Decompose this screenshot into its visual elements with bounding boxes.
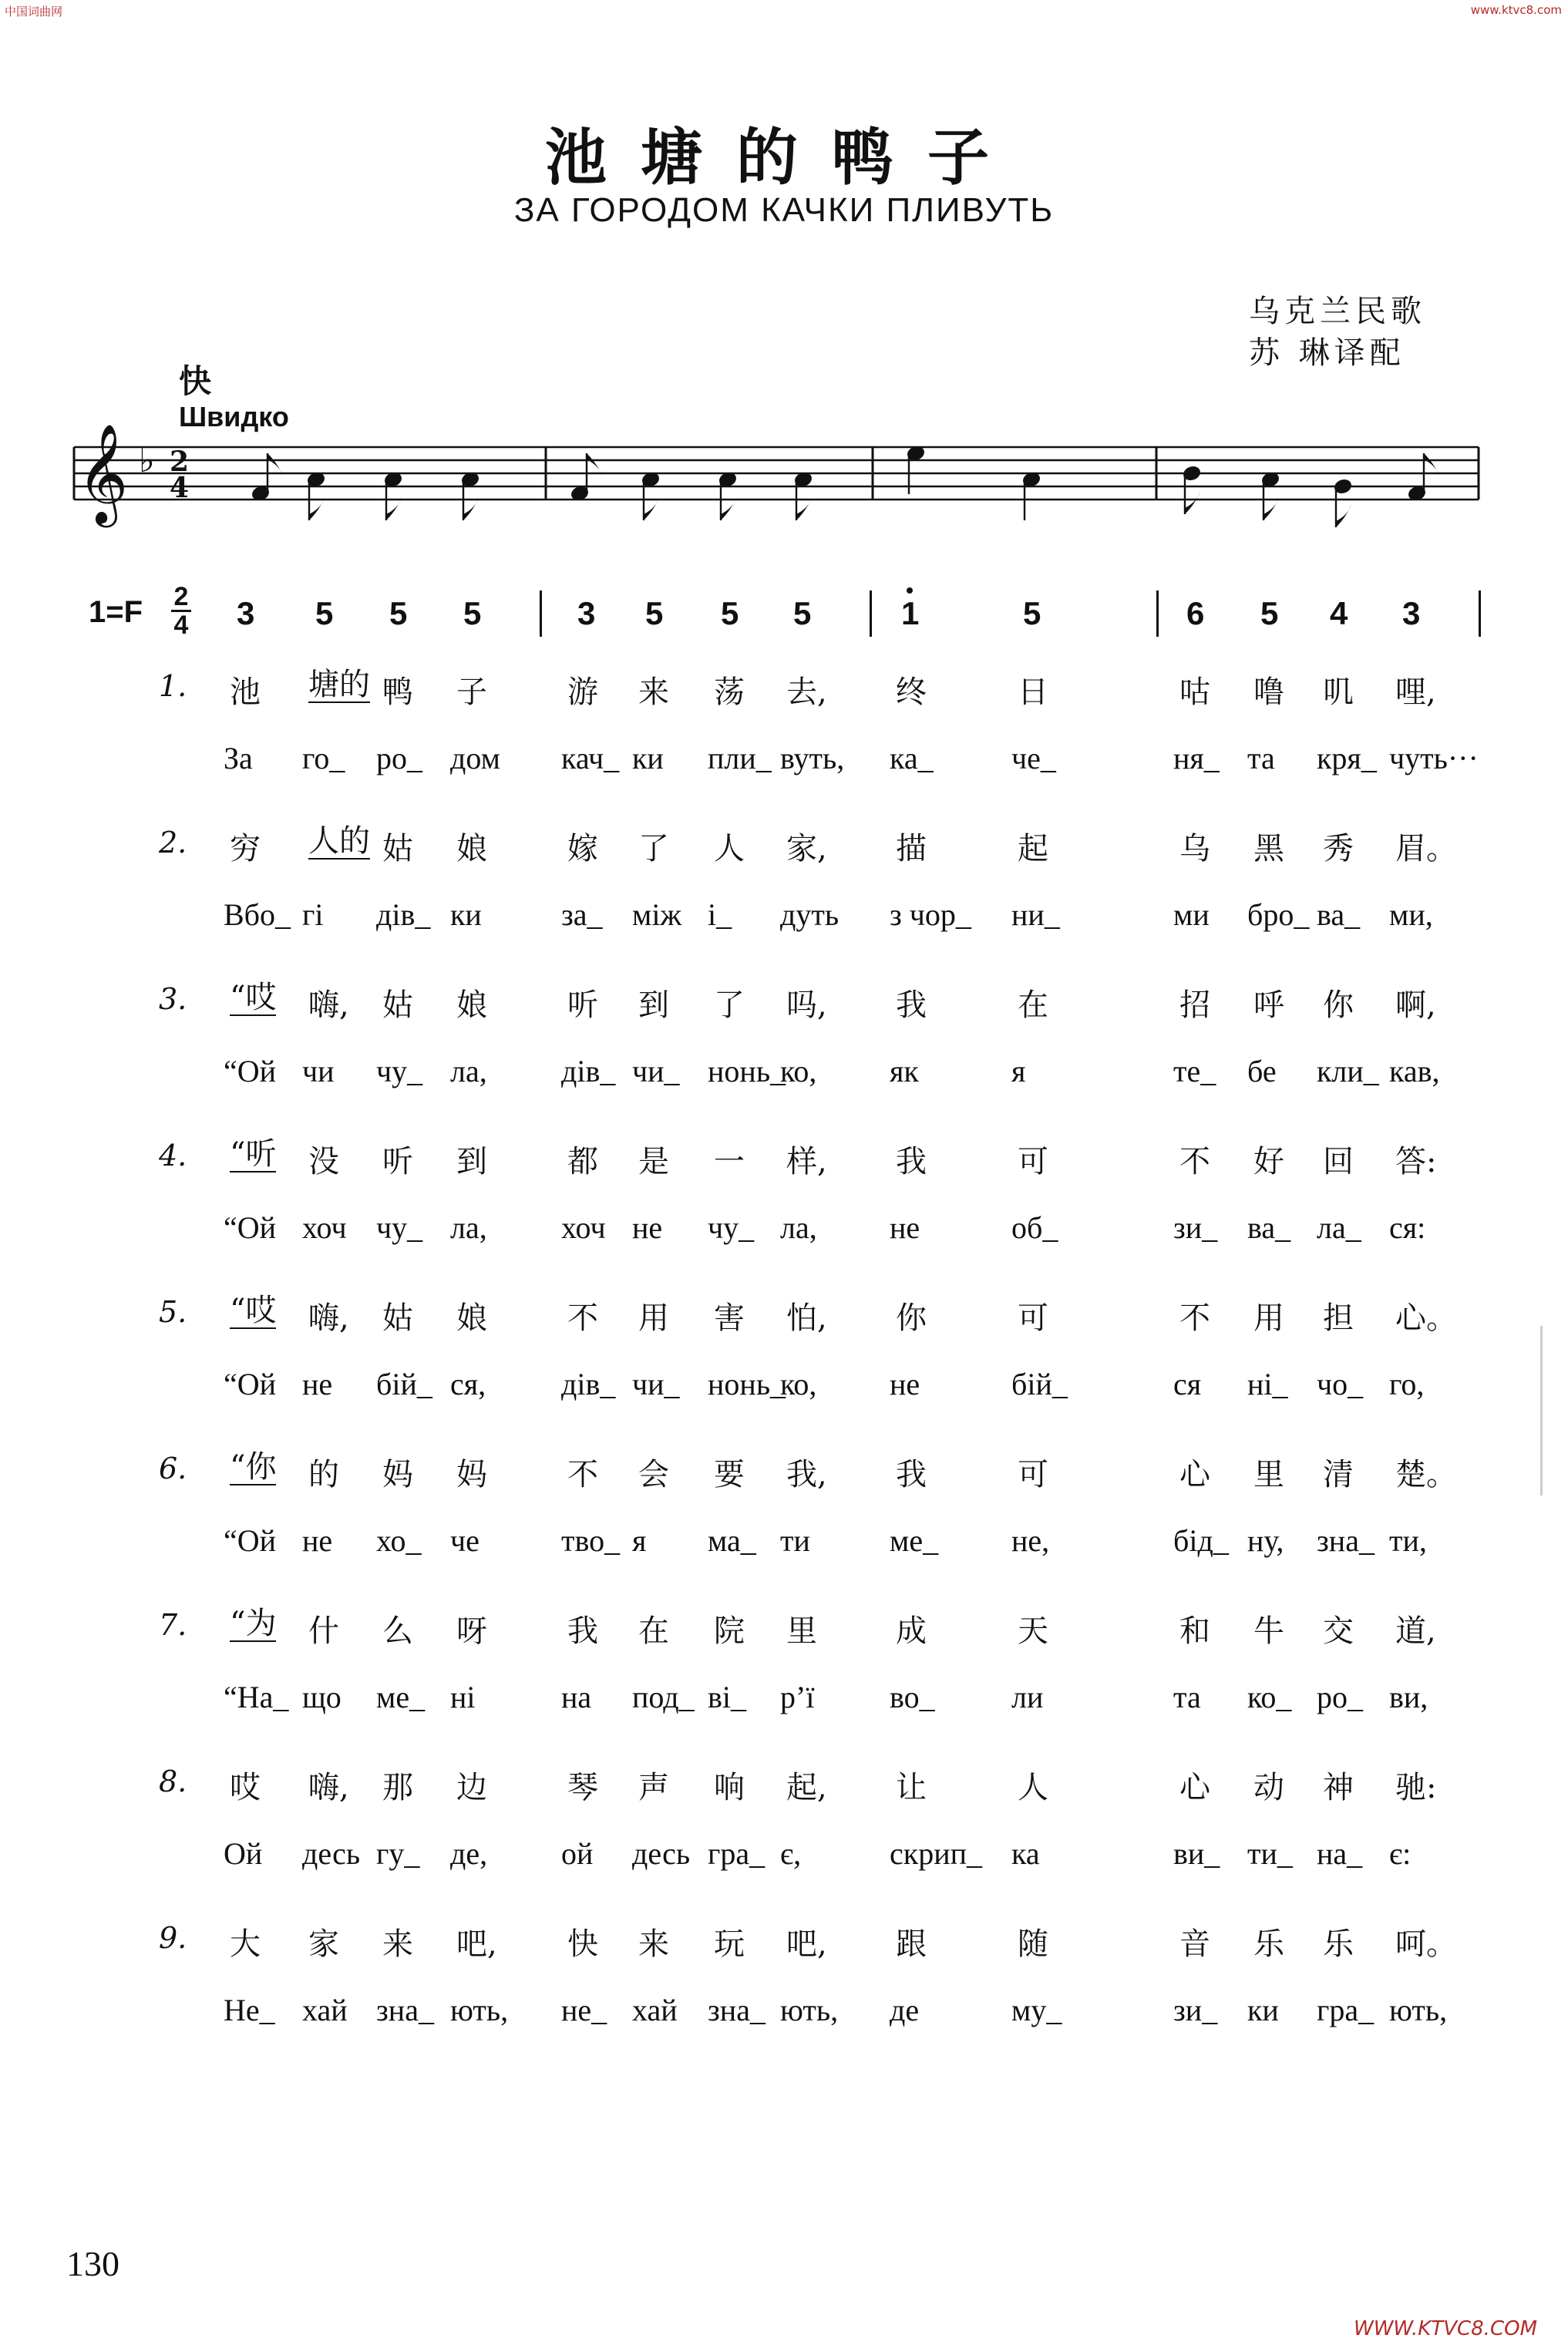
lyric-cn: 不 (1179, 1300, 1210, 1336)
song-subtitle: ЗА ГОРОДОМ КАЧКИ ПЛИВУТЬ (513, 191, 1055, 229)
lyric-cn: 娘 (456, 831, 487, 866)
lyric-ru: ві_ (708, 1680, 746, 1714)
lyric-cn: 人 (714, 831, 745, 866)
verse-number: 3. (159, 982, 187, 1016)
lyric-cn: 你 (1323, 987, 1354, 1023)
lyric-cn: 在 (638, 1613, 669, 1649)
lyric-ru: гра_ (708, 1836, 765, 1871)
lyric-cn: 吗, (786, 987, 827, 1023)
lyric-cn: 了 (714, 987, 745, 1023)
lyric-cn: 心 (1179, 1457, 1210, 1492)
lyric-cn: “为 (230, 1606, 277, 1641)
lyric-cn: 楚。 (1395, 1457, 1457, 1492)
lyric-cn: 回 (1323, 1144, 1354, 1179)
lyric-cn: 随 (1018, 1926, 1048, 1962)
lyric-cn: 来 (638, 1926, 669, 1962)
lyric-cn: 子 (456, 675, 487, 710)
lyric-ru: хай (302, 1993, 348, 2027)
lyric-cn: 鸭 (382, 675, 413, 710)
scan-edge (1540, 1326, 1543, 1495)
lyric-cn: 了 (638, 831, 669, 866)
lyric-ru: че (450, 1523, 479, 1558)
lyric-cn: 黑 (1253, 831, 1284, 866)
lyric-ru: гра_ (1317, 1993, 1375, 2027)
lyric-ru: не (302, 1523, 333, 1558)
lyric-ru: Вбо_ (224, 897, 291, 932)
jianpu-digit: 6 (1186, 595, 1205, 631)
lyric-cn: 姑 (382, 987, 413, 1023)
lyric-cn: 心。 (1395, 1300, 1457, 1336)
song-title: 池塘的鸭子 (545, 121, 1023, 193)
lyric-ru: є, (780, 1836, 802, 1871)
lyric-ru: “Ой (224, 1523, 277, 1558)
lyric-cn: 姑 (382, 1300, 413, 1336)
lyric-cn: 不 (1179, 1144, 1210, 1179)
jianpu-digit: 5 (389, 595, 408, 631)
lyric-cn: 那 (382, 1770, 413, 1805)
lyric-cn: 家 (308, 1926, 339, 1962)
lyric-ru: нонь_ (708, 1054, 786, 1088)
lyric-cn: 什 (308, 1613, 339, 1649)
lyric-cn: 答: (1395, 1144, 1437, 1179)
jianpu-digit: 5 (463, 595, 482, 631)
lyric-cn: 是 (638, 1144, 669, 1179)
lyric-cn: 声 (638, 1770, 669, 1805)
high-octave-dot (907, 587, 913, 594)
lyric-cn: 呀 (456, 1613, 487, 1649)
lyric-ru: ся: (1389, 1210, 1426, 1245)
lyric-ru: кач_ (561, 741, 620, 775)
lyric-ru: і_ (708, 897, 732, 932)
lyric-cn: 清 (1323, 1457, 1354, 1492)
lyric-ru: де (890, 1993, 920, 2027)
lyric-ru: чу_ (376, 1054, 423, 1088)
lyric-ru: ко_ (1247, 1680, 1292, 1714)
lyric-ru: ки (450, 897, 482, 932)
lyric-cn: 成 (896, 1613, 927, 1649)
lyric-cn: 跟 (896, 1926, 927, 1962)
lyric-cn: 荡 (714, 675, 745, 710)
lyric-ru: об_ (1011, 1210, 1058, 1245)
lyric-cn: 呵。 (1395, 1926, 1457, 1962)
lyric-ru: ють, (1389, 1993, 1448, 2027)
lyric-cn: 用 (638, 1300, 669, 1336)
lyric-ru: чо_ (1317, 1367, 1364, 1401)
lyric-ru: бро_ (1247, 897, 1310, 932)
lyric-cn: 心 (1179, 1770, 1210, 1805)
lyric-cn: 没 (308, 1144, 339, 1179)
lyric-ru: ла_ (1317, 1210, 1361, 1245)
jianpu-barline (1479, 590, 1481, 637)
lyric-cn: 日 (1018, 675, 1048, 710)
lyric-ru: чу_ (376, 1210, 423, 1245)
lyric-ru: дом (450, 741, 500, 775)
lyric-ru: нонь_ (708, 1367, 786, 1401)
lyric-ru: ма_ (708, 1523, 756, 1558)
jianpu-digit: 1 (901, 595, 920, 631)
lyric-cn: 啊, (1395, 987, 1436, 1023)
lyric-ru: Не_ (224, 1993, 275, 2027)
lyric-cn: 起 (1018, 831, 1048, 866)
lyric-cn: 乐 (1323, 1926, 1354, 1962)
lyric-cn: 我, (786, 1457, 827, 1492)
verse-number: 8. (159, 1765, 187, 1798)
lyric-ru: хай (632, 1993, 678, 2027)
lyric-cn: 的 (308, 1457, 339, 1492)
lyric-cn: 可 (1018, 1300, 1048, 1336)
lyric-ru: ме_ (376, 1680, 426, 1714)
lyric-ru: ка (1011, 1836, 1040, 1871)
lyric-cn: 不 (567, 1457, 598, 1492)
lyric-ru: та (1247, 741, 1275, 775)
jianpu-digit: 5 (721, 595, 739, 631)
verse-number: 4. (159, 1139, 187, 1172)
lyric-ru: ро_ (1317, 1680, 1363, 1714)
lyric-ru: я (1011, 1054, 1026, 1088)
lyric-ru: не_ (561, 1993, 607, 2027)
lyric-ru: ки (1247, 1993, 1279, 2027)
lyric-ru: ко, (780, 1367, 817, 1401)
lyric-ru: ла, (780, 1210, 817, 1245)
lyric-ru: не, (1011, 1523, 1050, 1558)
lyric-ru: му_ (1011, 1993, 1062, 2027)
lyric-ru: зи_ (1173, 1993, 1218, 2027)
lyric-cn: 么 (382, 1613, 413, 1649)
lyric-ru: скрип_ (890, 1836, 982, 1871)
lyric-ru: десь (302, 1836, 361, 1871)
lyric-ru: за_ (561, 897, 603, 932)
lyric-cn: 好 (1253, 1144, 1284, 1179)
jianpu-digit: 3 (237, 595, 255, 631)
verse-number: 1. (159, 669, 187, 703)
lyric-ru: ви, (1389, 1680, 1428, 1714)
lyric-ru: я (632, 1523, 647, 1558)
lyric-cn: 我 (567, 1613, 598, 1649)
lyric-ru: кря_ (1317, 741, 1377, 775)
lyric-cn: “哎 (230, 1293, 277, 1328)
lyric-cn: 乌 (1179, 831, 1210, 866)
credit-origin: 乌克兰民歌 (1249, 294, 1426, 329)
lyric-ru: ми, (1389, 897, 1433, 932)
lyric-cn: 家, (786, 831, 827, 866)
lyric-ru: зна_ (708, 1993, 765, 2027)
lyric-cn: 可 (1018, 1457, 1048, 1492)
lyric-cn: 和 (1179, 1613, 1210, 1649)
lyric-cn: 一 (714, 1144, 745, 1179)
lyric-cn: 到 (456, 1144, 487, 1179)
lyric-cn: 人 (1018, 1770, 1048, 1805)
lyric-cn: 妈 (382, 1457, 413, 1492)
lyric-ru: не (890, 1367, 920, 1401)
lyric-ru: не (632, 1210, 663, 1245)
lyric-ru: ня_ (1173, 741, 1220, 775)
lyric-ru: є: (1389, 1836, 1412, 1871)
lyric-ru: ють, (450, 1993, 509, 2027)
lyric-ru: ти, (1389, 1523, 1427, 1558)
tempo-marking-ru: Швидко (179, 401, 289, 432)
lyric-cn: 嗨, (308, 987, 349, 1023)
lyric-cn: 动 (1253, 1770, 1284, 1805)
lyric-ru: под_ (632, 1680, 695, 1714)
lyric-cn: 我 (896, 987, 927, 1023)
lyric-ru: зна_ (376, 1993, 434, 2027)
credit-translator: 苏 琳译配 (1249, 335, 1405, 371)
lyric-cn: 人的 (308, 823, 370, 859)
lyric-cn: 神 (1323, 1770, 1354, 1805)
lyric-cn: 叽 (1323, 675, 1354, 710)
lyric-ru: ли (1011, 1680, 1044, 1714)
jianpu-digit: 5 (645, 595, 664, 631)
lyric-cn: 大 (230, 1926, 261, 1962)
watermark-bottom[interactable]: WWW.KTVC8.COM (1354, 2317, 1537, 2340)
lyric-ru: ють, (780, 1993, 839, 2027)
lyric-ru: ми (1173, 897, 1210, 932)
lyric-cn: 游 (567, 675, 598, 710)
lyric-cn: 吧, (786, 1926, 827, 1962)
lyric-cn: 道, (1395, 1613, 1436, 1649)
jianpu-digit: 5 (793, 595, 812, 631)
lyric-ru: Ой (224, 1836, 263, 1871)
lyric-ru: чи_ (632, 1054, 680, 1088)
time-signature: 2 4 (171, 584, 191, 638)
lyric-ru: на (561, 1680, 592, 1714)
lyric-cn: 描 (896, 831, 927, 866)
jianpu-digit: 5 (1023, 595, 1041, 631)
lyric-cn: 娘 (456, 1300, 487, 1336)
lyric-cn: 秀 (1323, 831, 1354, 866)
lyric-ru: зи_ (1173, 1210, 1218, 1245)
lyric-cn: 都 (567, 1144, 598, 1179)
lyric-ru: ся, (450, 1367, 486, 1401)
lyric-cn: 眉。 (1395, 831, 1457, 866)
lyric-ru: бій_ (1011, 1367, 1068, 1401)
lyric-cn: 去, (786, 675, 827, 710)
lyric-ru: що (302, 1680, 342, 1714)
lyric-cn: 起, (786, 1770, 827, 1805)
lyric-ru: р’ї (780, 1680, 815, 1714)
lyric-cn: 呼 (1253, 987, 1284, 1023)
lyric-cn: 担 (1323, 1300, 1354, 1336)
lyric-ru: ти_ (1247, 1836, 1293, 1871)
lyric-ru: ки (632, 741, 664, 775)
lyric-ru: го, (1389, 1367, 1425, 1401)
lyric-ru: дуть (780, 897, 840, 932)
lyric-ru: між (632, 897, 682, 932)
lyric-cn: 嗨, (308, 1300, 349, 1336)
lyric-ru: бій_ (376, 1367, 432, 1401)
tempo-marking-cn: 快 (179, 362, 212, 400)
lyric-cn: 嗨, (308, 1770, 349, 1805)
lyric-cn: 姑 (382, 831, 413, 866)
lyric-cn: 招 (1179, 987, 1210, 1023)
watermark-left: 中国词曲网 (5, 5, 63, 19)
lyric-cn: 噜 (1253, 675, 1284, 710)
lyric-ru: чи (302, 1054, 335, 1088)
lyric-cn: 咕 (1179, 675, 1210, 710)
verse-number: 5. (159, 1295, 187, 1329)
lyric-ru: ла, (450, 1054, 487, 1088)
lyric-cn: 塘的 (308, 667, 370, 702)
lyric-ru: ой (561, 1836, 594, 1871)
lyric-ru: тво_ (561, 1523, 621, 1558)
lyric-cn: 乐 (1253, 1926, 1284, 1962)
lyric-cn: 院 (714, 1613, 745, 1649)
lyric-ru: бід_ (1173, 1523, 1229, 1558)
lyric-ru: ви_ (1173, 1836, 1220, 1871)
lyric-cn: 可 (1018, 1144, 1048, 1179)
lyric-cn: 会 (638, 1457, 669, 1492)
lyric-ru: дів_ (561, 1367, 616, 1401)
lyric-cn: 不 (567, 1300, 598, 1336)
lyric-ru: “На_ (224, 1680, 289, 1714)
lyric-ru: не (302, 1367, 333, 1401)
lyric-cn: 驰: (1395, 1770, 1437, 1805)
lyric-ru: че_ (1011, 741, 1056, 775)
lyric-ru: вуть, (780, 741, 845, 775)
lyric-cn: 我 (896, 1457, 927, 1492)
lyric-cn: 终 (896, 675, 927, 710)
lyric-ru: бе (1247, 1054, 1277, 1088)
verse-number: 2. (159, 826, 187, 860)
music-staff (0, 416, 1568, 570)
lyric-cn: 听 (382, 1144, 413, 1179)
svg-text:4: 4 (170, 472, 190, 504)
lyric-ru: “Ой (224, 1367, 277, 1401)
lyric-ru: ва_ (1247, 1210, 1291, 1245)
lyric-cn: 害 (714, 1300, 745, 1336)
watermark-right[interactable]: www.ktvc8.com (1470, 3, 1562, 17)
lyric-cn: 让 (896, 1770, 927, 1805)
lyric-ru: во_ (890, 1680, 935, 1714)
lyric-ru: ме_ (890, 1523, 939, 1558)
lyric-ru: гу_ (376, 1836, 420, 1871)
lyric-ru: як (890, 1054, 919, 1088)
lyric-ru: де, (450, 1836, 488, 1871)
lyric-ru: кли_ (1317, 1054, 1379, 1088)
lyric-cn: 来 (638, 675, 669, 710)
lyric-ru: хо_ (376, 1523, 422, 1558)
lyric-cn: 哩, (1395, 675, 1436, 710)
lyric-ru: чи_ (632, 1367, 680, 1401)
lyric-ru: “Ой (224, 1210, 277, 1245)
lyric-ru: ну, (1247, 1523, 1284, 1558)
lyric-cn: 里 (1253, 1457, 1284, 1492)
lyric-cn: 穷 (230, 831, 261, 866)
lyric-cn: 到 (638, 987, 669, 1023)
page-number: 130 (66, 2244, 119, 2283)
svg-text:2: 2 (170, 446, 190, 478)
lyric-ru: чу_ (708, 1210, 755, 1245)
lyric-ru: чуть··· (1389, 741, 1479, 775)
lyric-cn: 样, (786, 1144, 827, 1179)
lyric-cn: 听 (567, 987, 598, 1023)
lyric-ru: гі (302, 897, 324, 932)
jianpu-digit: 3 (577, 595, 596, 631)
lyric-cn: 响 (714, 1770, 745, 1805)
lyric-ru: з чор_ (890, 897, 971, 932)
lyric-cn: 交 (1323, 1613, 1354, 1649)
lyric-ru: кав, (1389, 1054, 1440, 1088)
jianpu-digit: 5 (315, 595, 334, 631)
lyric-ru: ро_ (376, 741, 422, 775)
lyric-cn: “哎 (230, 980, 277, 1015)
treble-clef-icon: 𝄞 (77, 423, 129, 523)
lyric-ru: дів_ (376, 897, 431, 932)
lyric-cn: 嫁 (567, 831, 598, 866)
lyric-ru: ся (1173, 1367, 1202, 1401)
lyric-ru: ти (780, 1523, 810, 1558)
lyric-cn: 怕, (786, 1300, 827, 1336)
jianpu-digit: 4 (1330, 595, 1348, 631)
lyric-ru: ні (450, 1680, 476, 1714)
lyric-ru: десь (632, 1836, 691, 1871)
lyric-cn: 琴 (567, 1770, 598, 1805)
lyric-ru: дів_ (561, 1054, 616, 1088)
lyric-cn: 来 (382, 1926, 413, 1962)
lyric-ru: “Ой (224, 1054, 277, 1088)
lyric-cn: 牛 (1253, 1613, 1284, 1649)
lyric-ru: те_ (1173, 1054, 1216, 1088)
verse-number: 7. (159, 1608, 187, 1642)
lyric-ru: ни_ (1011, 897, 1060, 932)
lyric-ru: пли_ (708, 741, 772, 775)
lyric-cn: 池 (230, 675, 261, 710)
lyric-cn: 快 (567, 1926, 598, 1962)
lyric-cn: 音 (1179, 1926, 1210, 1962)
jianpu-digit: 3 (1402, 595, 1421, 631)
lyric-cn: 天 (1018, 1613, 1048, 1649)
lyric-ru: ні_ (1247, 1367, 1288, 1401)
lyric-cn: 玩 (714, 1926, 745, 1962)
lyric-ru: та (1173, 1680, 1201, 1714)
lyric-ru: ко, (780, 1054, 817, 1088)
lyric-ru: на_ (1317, 1836, 1363, 1871)
lyric-cn: 在 (1018, 987, 1048, 1023)
verse-number: 6. (159, 1452, 187, 1485)
lyric-cn: 妈 (456, 1457, 487, 1492)
flat-icon: ♭ (139, 441, 155, 480)
lyric-cn: 边 (456, 1770, 487, 1805)
lyric-cn: 娘 (456, 987, 487, 1023)
lyric-cn: 要 (714, 1457, 745, 1492)
lyric-ru: ла, (450, 1210, 487, 1245)
lyric-ru: не (890, 1210, 920, 1245)
jianpu-barline (540, 590, 542, 637)
lyric-ru: зна_ (1317, 1523, 1375, 1558)
verse-number: 9. (159, 1921, 187, 1955)
lyric-ru: За (224, 741, 253, 775)
lyric-cn: 里 (786, 1613, 817, 1649)
lyric-cn: 用 (1253, 1300, 1284, 1336)
lyric-ru: ва_ (1317, 897, 1361, 932)
jianpu-digit: 5 (1260, 595, 1279, 631)
lyric-ru: го_ (302, 741, 345, 775)
lyric-cn: 吧, (456, 1926, 497, 1962)
lyric-cn: “你 (230, 1449, 277, 1485)
lyric-cn: 哎 (230, 1770, 261, 1805)
lyric-ru: ка_ (890, 741, 934, 775)
lyric-ru: хоч (302, 1210, 347, 1245)
lyric-cn: 我 (896, 1144, 927, 1179)
jianpu-barline (1156, 590, 1159, 637)
lyric-cn: “听 (230, 1136, 277, 1172)
key-signature: 1=F (89, 595, 143, 629)
lyric-ru: хоч (561, 1210, 606, 1245)
jianpu-barline (870, 590, 872, 637)
lyric-cn: 你 (896, 1300, 927, 1336)
